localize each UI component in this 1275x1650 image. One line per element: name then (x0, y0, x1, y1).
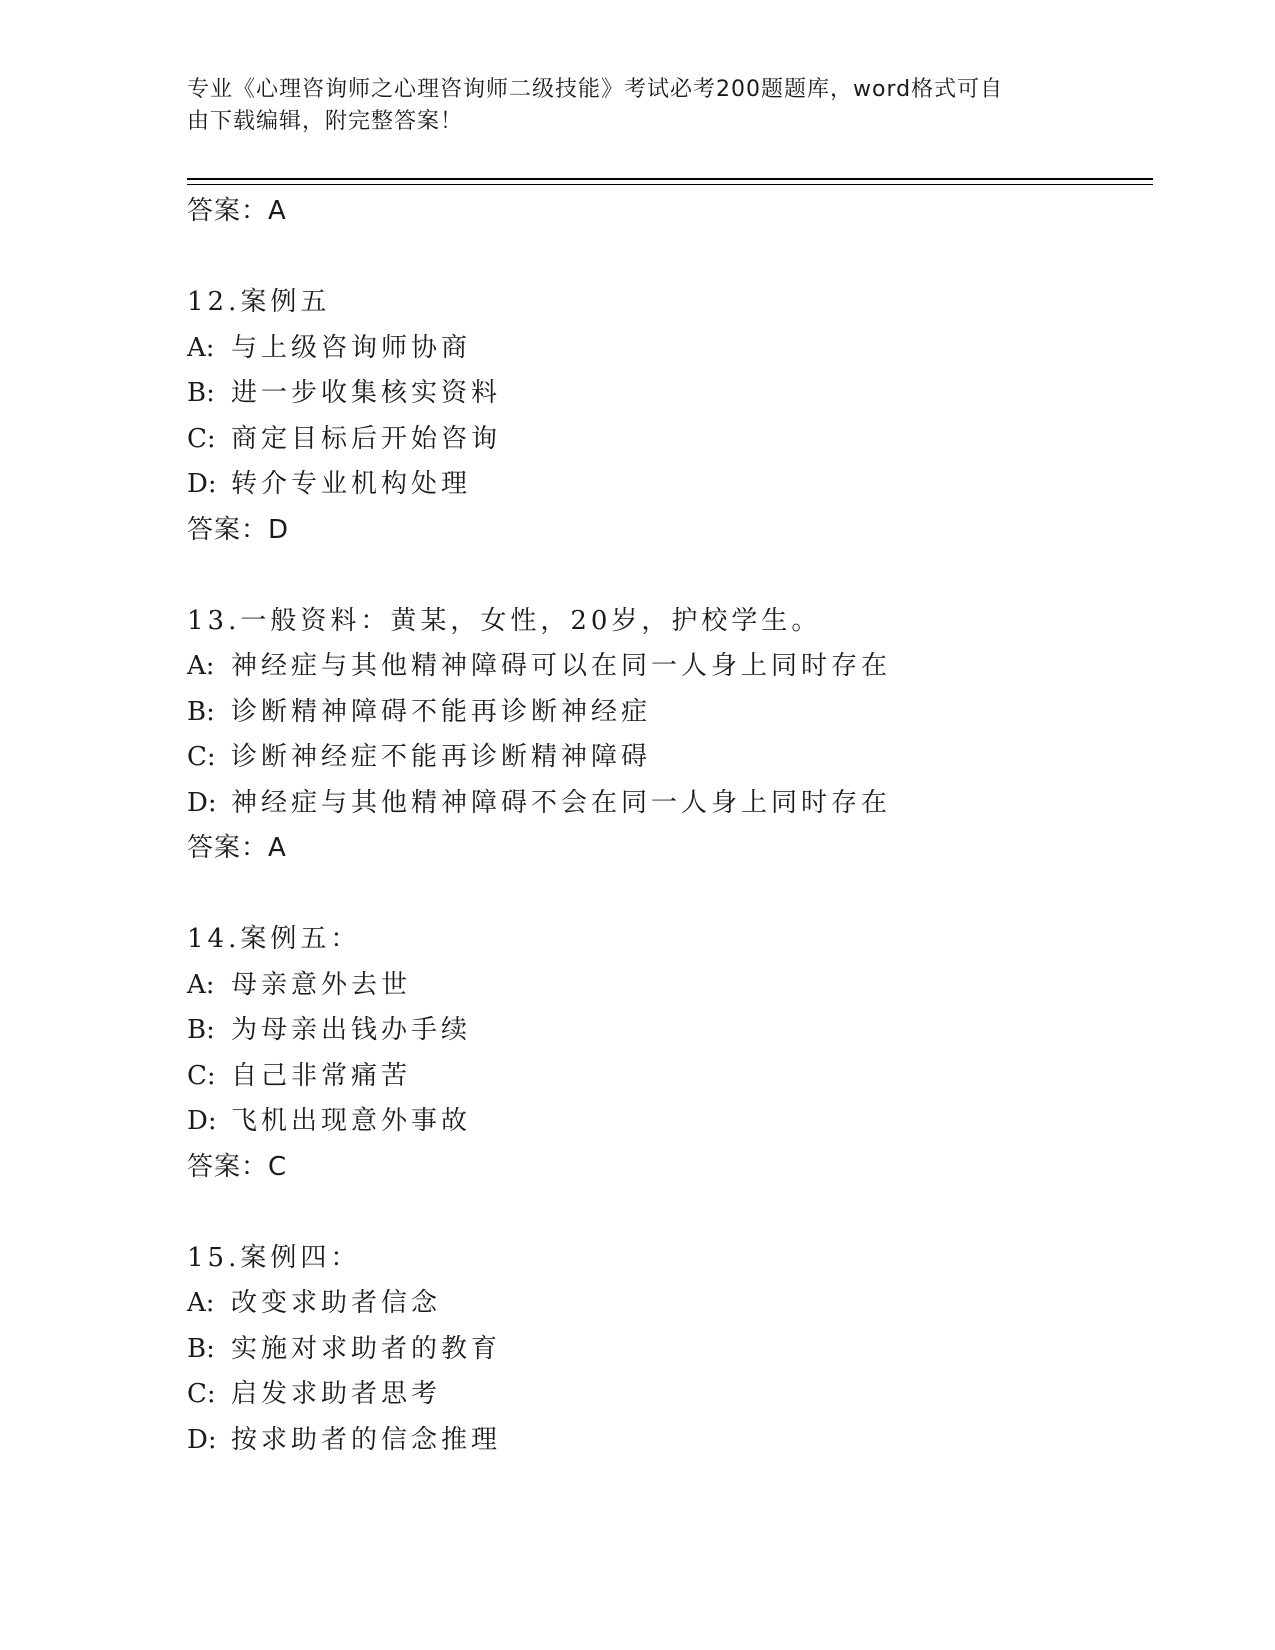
option-label: A: (187, 1288, 215, 1318)
question-block (187, 1236, 1153, 1464)
option-label: C: (187, 423, 216, 454)
option-c (187, 417, 1153, 463)
question-block (187, 599, 1153, 872)
option-label: C: (187, 1060, 216, 1091)
option-label: D: (187, 1424, 217, 1455)
answer-line: 答案：D (187, 514, 290, 545)
option-b (187, 371, 1153, 417)
question-list (187, 189, 1153, 1463)
option-c (187, 1372, 1153, 1418)
option-label: D: (187, 787, 217, 818)
option-d (187, 1099, 1153, 1145)
spacer (187, 1190, 1153, 1236)
option-text: 飞机出现意外事故 (231, 1106, 472, 1136)
option-b (187, 690, 1153, 736)
spacer (187, 553, 1153, 599)
option-text: 实施对求助者的教育 (231, 1333, 502, 1364)
option-a (187, 644, 1153, 690)
spacer (187, 872, 1153, 918)
option-text: 转介专业机构处理 (231, 469, 472, 499)
option-d (187, 1418, 1153, 1464)
option-c (187, 1054, 1153, 1100)
answer-line: 答案：C (187, 1151, 288, 1182)
option-text: 改变求助者信念 (231, 1288, 442, 1318)
option-d (187, 781, 1153, 827)
question-stem: 14.案例五： (187, 924, 361, 954)
option-label: A: (187, 651, 215, 681)
option-text: 神经症与其他精神障碍不会在同一人身上同时存在 (231, 787, 892, 818)
option-label: D: (187, 469, 217, 499)
option-text: 按求助者的信念推理 (231, 1424, 502, 1455)
option-text: 与上级咨询师协商 (231, 332, 472, 363)
option-c (187, 735, 1153, 781)
option-text: 进一步收集核实资料 (231, 378, 502, 408)
option-text: 商定目标后开始咨询 (231, 423, 502, 454)
option-d (187, 462, 1153, 508)
question-stem: 15.案例四： (187, 1242, 361, 1273)
option-text: 启发求助者思考 (231, 1379, 442, 1409)
option-label: D: (187, 1106, 217, 1136)
option-label: B: (187, 1015, 215, 1045)
question-stem: 12.案例五 (187, 287, 331, 317)
header-divider-thick (187, 178, 1153, 180)
option-label: B: (187, 1333, 215, 1364)
option-text: 诊断精神障碍不能再诊断神经症 (231, 696, 652, 727)
header-line-2: 由下载编辑，附完整答案！ (187, 109, 464, 134)
option-text: 母亲意外去世 (231, 969, 412, 1000)
question-block (187, 917, 1153, 1190)
option-label: B: (187, 696, 215, 727)
answer-line: 答案：A (187, 196, 287, 226)
option-a (187, 1281, 1153, 1327)
option-text: 神经症与其他精神障碍可以在同一人身上同时存在 (231, 651, 892, 681)
answer-line: 答案：A (187, 833, 287, 863)
question-stem: 13.一般资料：黄某，女性，20岁，护校学生。 (187, 605, 822, 636)
option-label: C: (187, 1379, 216, 1409)
option-label: A: (187, 969, 215, 1000)
option-label: A: (187, 332, 215, 363)
option-a (187, 326, 1153, 372)
option-a (187, 963, 1153, 1009)
option-b (187, 1008, 1153, 1054)
option-text: 自己非常痛苦 (231, 1060, 412, 1091)
option-label: C: (187, 742, 216, 772)
header-divider-thin (187, 184, 1153, 185)
header-line-1: 专业《心理咨询师之心理咨询师二级技能》考试必考200题题库，word格式可自 (187, 77, 1004, 102)
document-header (187, 74, 1067, 138)
option-text: 诊断神经症不能再诊断精神障碍 (231, 742, 652, 772)
option-text: 为母亲出钱办手续 (231, 1015, 472, 1045)
question-block (187, 280, 1153, 553)
spacer (187, 235, 1153, 281)
option-b (187, 1327, 1153, 1373)
option-label: B: (187, 378, 215, 408)
